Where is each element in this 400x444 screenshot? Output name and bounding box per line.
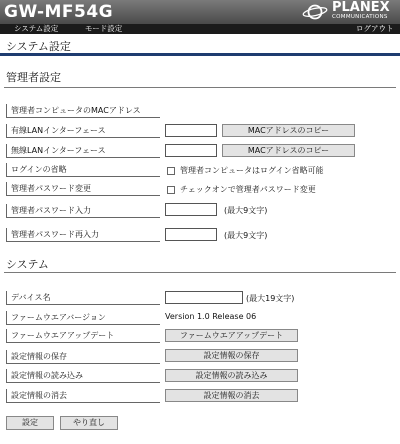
fw-update-button[interactable]: ファームウエアアップデート [165,329,298,342]
nav-mode-settings[interactable]: モード設定 [85,24,123,33]
apply-button[interactable]: 設定 [6,416,54,430]
device-name-input[interactable] [165,291,243,304]
wireless-mac-input[interactable] [165,144,217,157]
save-config-button[interactable]: 設定情報の保存 [165,349,298,362]
redo-button[interactable]: やり直し [60,416,118,430]
system-section-divider [4,272,396,273]
fw-version-value: Version 1.0 Release 06 [165,312,257,321]
wired-lan-label: 有線LANインターフェース [6,124,160,138]
load-config-button[interactable]: 設定情報の読み込み [165,369,298,382]
login-skip-check-label: 管理者コンピュータはログイン省略可能 [180,166,324,175]
wired-mac-input[interactable] [165,124,217,137]
pw-input-label: 管理者パスワード入力 [6,204,160,218]
title-divider [0,53,400,56]
admin-section-divider [4,87,396,88]
erase-config-label: 設定情報の消去 [6,389,160,403]
pw-change-checkbox[interactable] [167,186,175,194]
brand-sub: COMMUNICATIONS [332,14,388,20]
nav-bar [0,24,400,34]
pw-input-field[interactable] [165,203,217,216]
login-skip-label: ログインの省略 [6,163,160,177]
admin-section-title: 管理者設定 [6,71,61,84]
planet-icon [302,3,328,21]
pw-reinput-hint: (最大9文字) [224,231,268,240]
pw-change-label: 管理者パスワード変更 [6,182,160,196]
pw-reinput-label: 管理者パスワード再入力 [6,228,160,242]
brand-name: PLANEX [332,0,390,15]
mac-address-header: 管理者コンピュータのMACアドレス [6,104,160,118]
wired-mac-copy-button[interactable]: MACアドレスのコピー [222,124,355,137]
wireless-lan-label: 無線LANインターフェース [6,144,160,158]
wireless-mac-copy-button[interactable]: MACアドレスのコピー [222,144,355,157]
planex-logo [302,1,394,23]
nav-logout[interactable]: ログアウト [356,24,394,33]
device-name-label: デバイス名 [6,291,160,305]
load-config-label: 設定情報の読み込み [6,369,160,383]
device-name-hint: (最大19文字) [246,294,295,303]
header-bar [0,0,400,24]
fw-update-label: ファームウエアアップデート [6,329,160,343]
pw-change-check-label: チェックオンで管理者パスワード変更 [180,185,316,194]
page-title: システム設定 [6,40,71,53]
login-skip-checkbox[interactable] [167,167,175,175]
save-config-label: 設定情報の保存 [6,350,160,364]
erase-config-button[interactable]: 設定情報の消去 [165,389,298,402]
pw-input-hint: (最大9文字) [224,206,268,215]
nav-system-settings[interactable]: システム設定 [14,24,59,33]
system-section-title: システム [6,258,49,271]
pw-reinput-field[interactable] [165,228,217,241]
fw-version-label: ファームウエアバージョン [6,311,160,325]
model-name: GW-MF54G [4,2,114,22]
